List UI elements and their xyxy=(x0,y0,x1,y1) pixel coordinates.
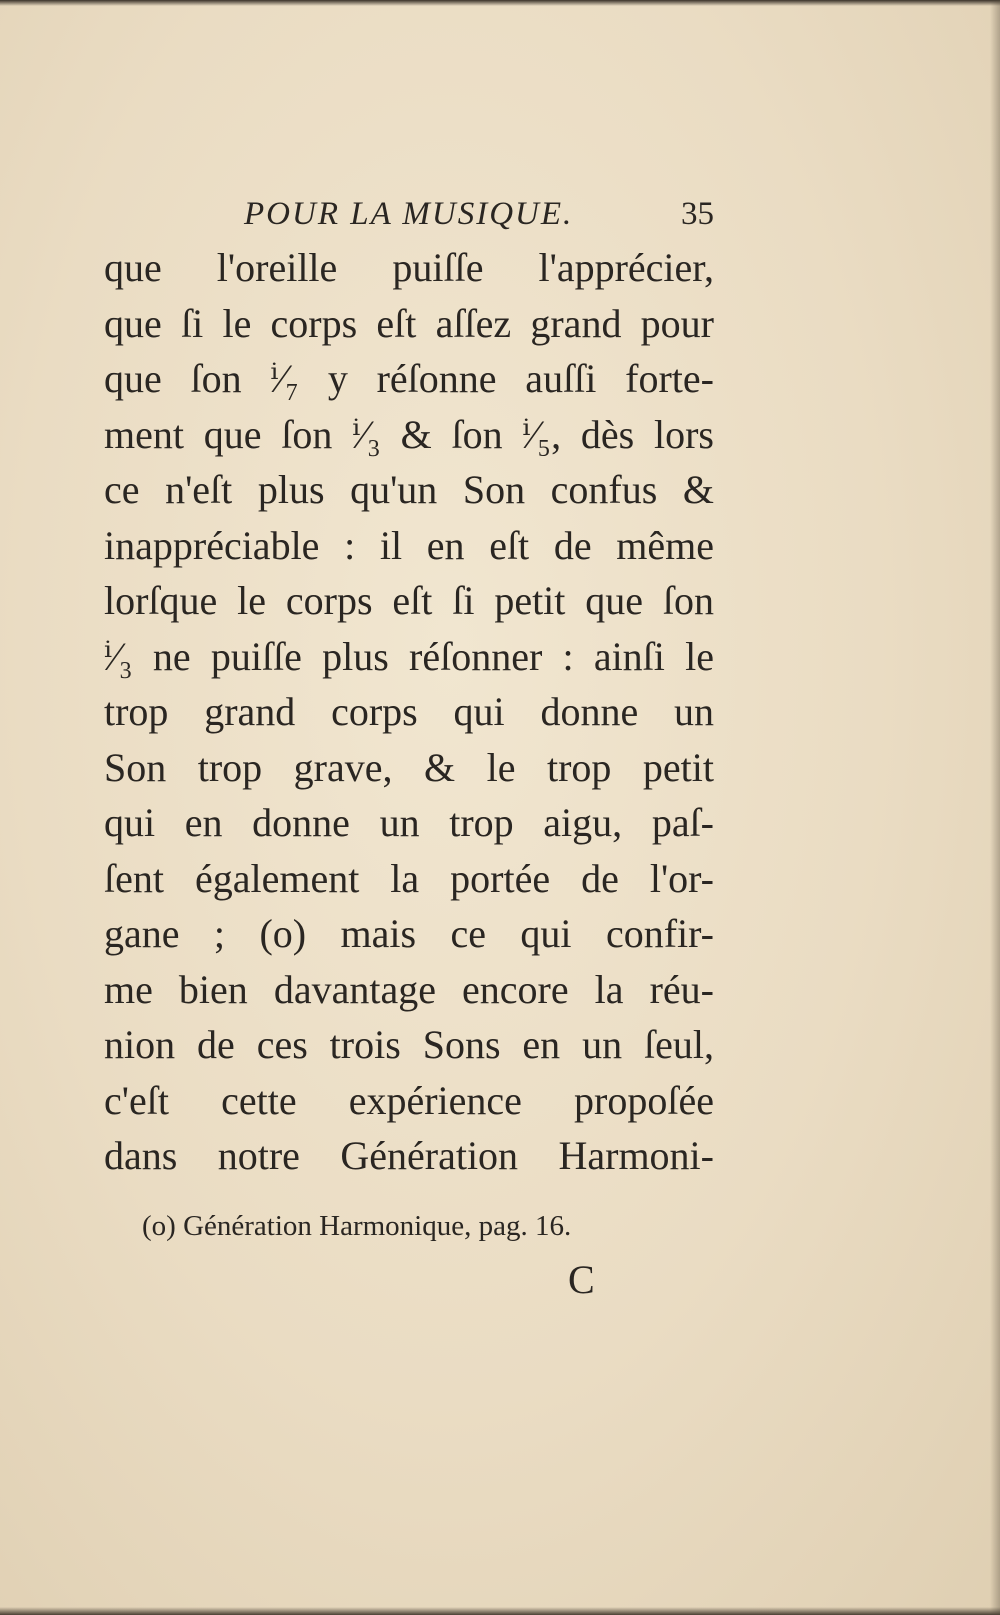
text-line: c'eſt cette expérience propoſée xyxy=(104,1077,714,1123)
text-line: trop grand corps qui donne un xyxy=(104,689,714,734)
text-line: que ſon ⁱ⁄₇ y réſonne auſſi forte- xyxy=(104,356,714,401)
text-line: ſent également la portée de l'or- xyxy=(104,855,714,901)
page-right-edge xyxy=(990,0,1000,1615)
text-line: que l'oreille puiſſe l'apprécier, xyxy=(104,245,714,290)
text-line: me bien davantage encore la réu- xyxy=(104,966,714,1012)
text-line: dans notre Génération Harmoni- xyxy=(104,1133,714,1178)
text-line: Son trop grave, & le trop petit xyxy=(104,744,714,790)
text-line: inappréciable : il en eſt de même xyxy=(104,522,714,568)
text-line: nion de ces trois Sons en un ſeul, xyxy=(104,1022,714,1067)
text-line: que ſi le corps eſt aſſez grand pour xyxy=(104,300,714,346)
running-title: POUR LA MUSIQUE. xyxy=(244,196,574,232)
text-line: ce n'eſt plus qu'un Son confus & xyxy=(104,467,714,512)
page-number: 35 xyxy=(681,196,714,232)
text-line: lorſque le corps eſt ſi petit que ſon xyxy=(104,578,714,623)
text-line: ment que ſon ⁱ⁄₃ & ſon ⁱ⁄₅, dès lors xyxy=(104,411,714,457)
signature-mark: C xyxy=(568,1257,595,1302)
page-top-edge xyxy=(0,0,1000,6)
running-head xyxy=(244,192,714,242)
footnote: (o) Génération Harmonique, pag. 16. xyxy=(142,1210,572,1242)
text-line: gane ; (o) mais ce qui confir- xyxy=(104,911,714,956)
text-line: ⁱ⁄₃ ne puiſſe plus réſonner : ainſi le xyxy=(104,633,714,679)
page-bottom-edge xyxy=(0,1607,1000,1615)
text-line: qui en donne un trop aigu, paſ- xyxy=(104,800,714,845)
body-text xyxy=(104,240,714,1184)
